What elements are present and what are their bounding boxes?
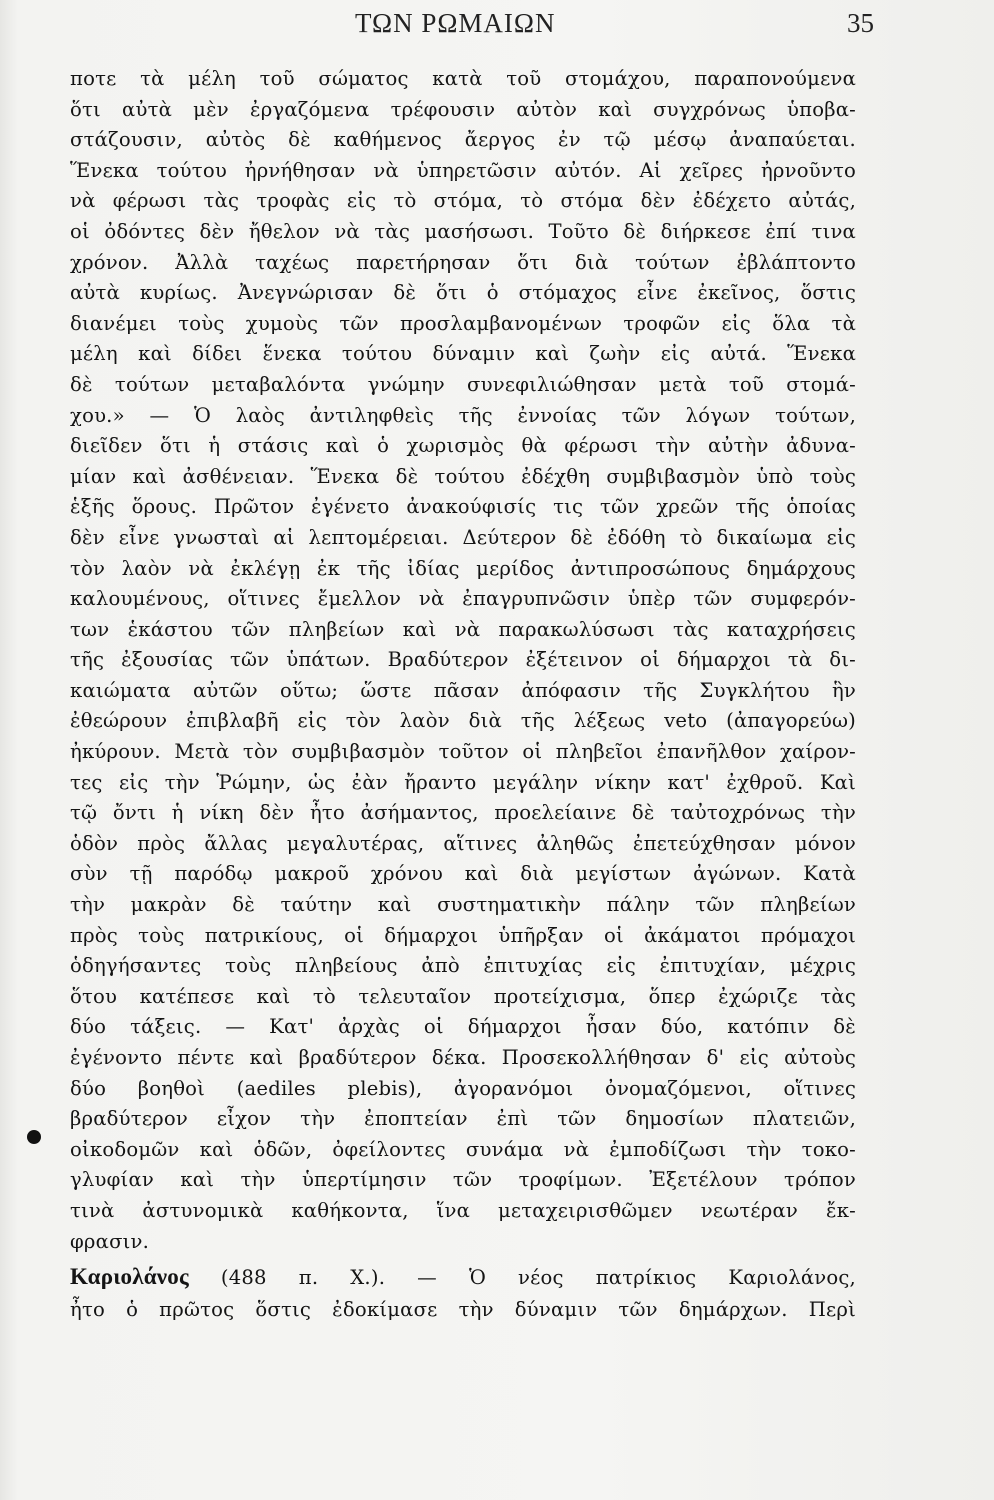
- text-line: οἱ ὀδόντες δὲν ἤθελον νὰ τὰς μασήσωσι. Τοῦτο δὲ διήρκεσε ἐπί τινα: [70, 219, 856, 243]
- text-line: ἑξῆς ὅρους. Πρῶτον ἐγένετο ἀνακούφισίς τις τῶν χρεῶν τῆς ὁποίας: [70, 495, 856, 519]
- text-line: οἰκοδομῶν καὶ ὁδῶν, ὀφείλοντες συνάμα νὰ ἐμποδίζωσι τὴν τοκο-: [70, 1137, 856, 1161]
- text-line: νὰ φέρωσι τὰς τροφὰς εἰς τὸ στόμα, τὸ στόμα δὲν ἐδέχετο αὐτάς,: [70, 189, 856, 213]
- text-line: καλουμένους, οἵτινες ἔμελλον νὰ ἐπαγρυπνῶσιν ὑπὲρ τῶν συμφερόν-: [70, 587, 856, 611]
- text-line: των ἑκάστου τῶν πληβείων καὶ νὰ παρακωλύσωσι τὰς καταχρήσεις: [70, 617, 856, 641]
- section-heading-rest: (488 π. Χ.). — Ὁ νέος πατρίκιος Καριολάνος,: [188, 1266, 856, 1290]
- text-line: δύο βοηθοὶ (aediles plebis), ἀγορανόμοι ὀνομαζόμενοι, οἵτινες: [70, 1076, 856, 1100]
- section-heading: Καριολάνος: [70, 1264, 189, 1290]
- text-line: χου.» — Ὁ λαὸς ἀντιληφθεὶς τῆς ἐννοίας τῶν λόγων τούτων,: [70, 403, 856, 427]
- text-line: αὐτὰ κυρίως. Ἀνεγνώρισαν δὲ ὅτι ὁ στόμαχος εἶνε ἐκεῖνος, ὅστις: [70, 281, 856, 305]
- text-line: ἐθεώρουν ἐπιβλαβῆ εἰς τὸν λαὸν διὰ τῆς λέξεως veto (ἀπαγορεύω): [70, 709, 856, 733]
- text-line: σὺν τῇ παρόδῳ μακροῦ χρόνου καὶ διὰ μεγίστων ἀγώνων. Κατὰ: [70, 862, 856, 886]
- text-line: χρόνον. Ἀλλὰ ταχέως παρετήρησαν ὅτι διὰ τούτων ἐβλάπτοντο: [70, 250, 856, 274]
- text-line: ποτε τὰ μέλη τοῦ σώματος κατὰ τοῦ στομάχου, παραπονούμενα: [70, 67, 856, 90]
- text-line: ὁδηγήσαντες τοὺς πληβείους ἀπὸ ἐπιτυχίας εἰς ἐπιτυχίαν, μέχρις: [70, 954, 856, 978]
- text-line: τὸν λαὸν νὰ ἐκλέγῃ ἐκ τῆς ἰδίας μερίδος ἀντιπροσώπους δημάρχους: [70, 556, 856, 580]
- text-line: τῆς ἐξουσίας τῶν ὑπάτων. Βραδύτερον ἐξέτεινον οἱ δήμαρχοι τὰ δι-: [70, 648, 856, 672]
- text-line: μέλη καὶ δίδει ἕνεκα τούτου δύναμιν καὶ ζωὴν εἰς αὐτά. Ἕνεκα: [70, 342, 856, 366]
- page-number: 35: [847, 8, 874, 38]
- running-header: [0, 4, 994, 44]
- text-line: τες εἰς τὴν Ῥώμην, ὡς ἐὰν ἤραντο μεγάλην νίκην κατ' ἐχθροῦ. Καὶ: [70, 770, 856, 794]
- text-line: στάζουσιν, αὐτὸς δὲ καθήμενος ἄεργος ἐν τῷ μέσῳ ἀναπαύεται.: [70, 128, 856, 152]
- text-line: δὲ τούτων μεταβαλόντα γνώμην συνεφιλιώθησαν μετὰ τοῦ στομά-: [70, 372, 856, 396]
- text-line: τῷ ὄντι ἡ νίκη δὲν ἦτο ἀσήμαντος, προελείαινε δὲ ταὐτοχρόνως τὴν: [70, 801, 856, 825]
- text-line: διεῖδεν ὅτι ἡ στάσις καὶ ὁ χωρισμὸς θὰ φέρωσι τὴν αὐτὴν ἀδυνα-: [70, 434, 856, 458]
- text-line: ὅτου κατέπεσε καὶ τὸ τελευταῖον προτείχισμα, ὅπερ ἐχώριζε τὰς: [70, 984, 856, 1008]
- text-line: ἐγένοντο πέντε καὶ βραδύτερον δέκα. Προσεκολλήθησαν δ' εἰς αὐτοὺς: [70, 1046, 856, 1069]
- text-line: πρὸς τοὺς πατρικίους, οἱ δήμαρχοι ὑπῆρξαν οἱ ἀκάματοι πρόμαχοι: [70, 923, 856, 947]
- text-line: ὁδὸν πρὸς ἄλλας μεγαλυτέρας, αἵτινες ἀληθῶς ἐπετεύχθησαν μόνον: [70, 831, 856, 855]
- text-line: φρασιν.: [70, 1229, 150, 1253]
- margin-bullet-mark: [27, 1130, 41, 1144]
- text-line: γλυφίαν καὶ τὴν ὑπερτίμησιν τῶν τροφίμων. Ἐξετέλουν τρόπον: [70, 1168, 856, 1192]
- text-line: ὅτι αὐτὰ μὲν ἐργαζόμενα τρέφουσιν αὐτὸν καὶ συγχρόνως ὑποβα-: [70, 97, 856, 121]
- running-header-title: ΤΩΝ ΡΩΜΑΙΩΝ: [355, 8, 556, 38]
- text-line: διανέμει τοὺς χυμοὺς τῶν προσλαμβανομένων τροφῶν εἰς ὅλα τὰ: [70, 311, 856, 335]
- text-line: μίαν καὶ ἀσθένειαν. Ἕνεκα δὲ τούτου ἐδέχθη συμβιβασμὸν ὑπὸ τοὺς: [70, 464, 856, 488]
- text-line: ἠκύρουν. Μετὰ τὸν συμβιβασμὸν τοῦτον οἱ πληβεῖοι ἐπανῆλθον χαίρον-: [70, 740, 856, 764]
- text-line: τὴν μακρὰν δὲ ταύτην καὶ συστηματικὴν πάλην τῶν πληβείων: [70, 893, 856, 917]
- text-line: καιώματα αὐτῶν οὕτω; ὥστε πᾶσαν ἀπόφασιν τῆς Συγκλήτου ἣν: [70, 678, 856, 702]
- text-line: τινὰ ἀστυνομικὰ καθήκοντα, ἵνα μεταχειρισθῶμεν νεωτέραν ἔκ-: [70, 1198, 856, 1222]
- text-line: βραδύτερον εἶχον τὴν ἐποπτείαν ἐπὶ τῶν δημοσίων πλατειῶν,: [70, 1107, 856, 1131]
- body-text: [70, 64, 856, 1326]
- text-line: δύο τάξεις. — Κατ' ἀρχὰς οἱ δήμαρχοι ἦσαν δύο, κατόπιν δὲ: [70, 1015, 856, 1039]
- section-heading-line: [70, 1259, 856, 1295]
- text-line: Ἕνεκα τούτου ἠρνήθησαν νὰ ὑπηρετῶσιν αὐτόν. Αἱ χεῖρες ἠρνοῦντο: [70, 158, 856, 182]
- text-line: ἦτο ὁ πρῶτος ὅστις ἐδοκίμασε τὴν δύναμιν τῶν δημάρχων. Περὶ: [70, 1298, 856, 1322]
- text-line: δὲν εἶνε γνωσταὶ αἱ λεπτομέρειαι. Δεύτερον δὲ ἐδόθη τὸ δικαίωμα εἰς: [70, 525, 856, 549]
